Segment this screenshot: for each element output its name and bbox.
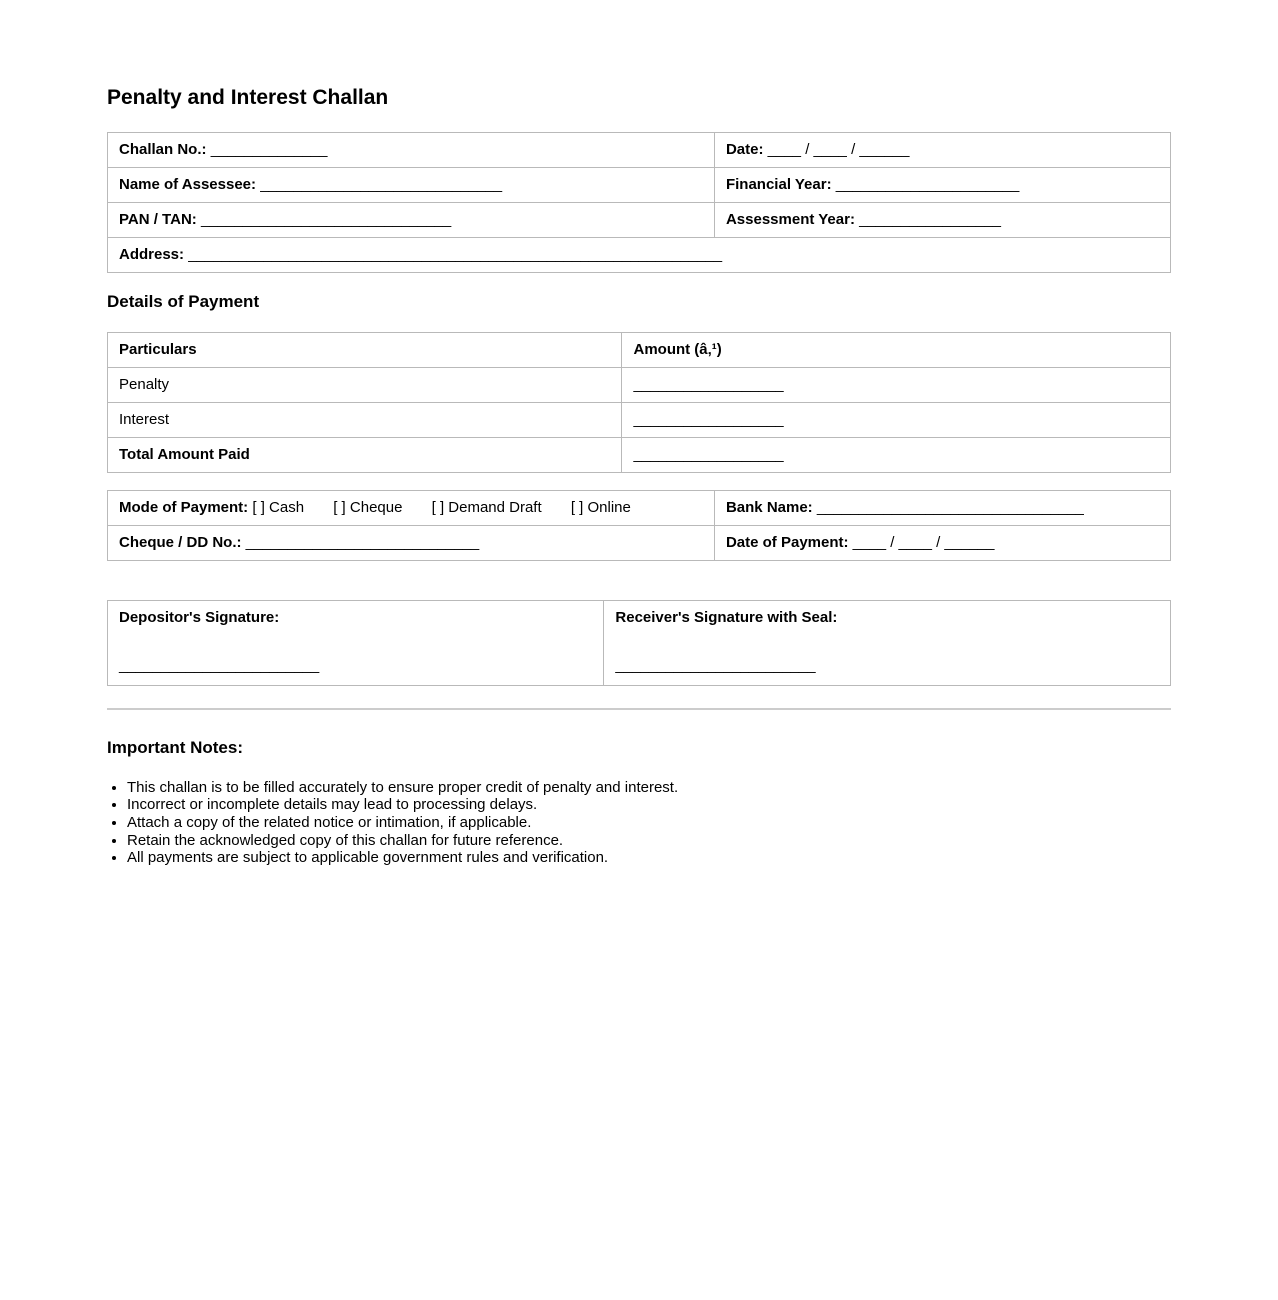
notes-heading: Important Notes:	[107, 738, 243, 758]
interest-amount-blank: __________________	[622, 403, 1171, 438]
particulars-column-header: Particulars	[108, 333, 622, 368]
table-header-row	[108, 333, 1171, 368]
address-cell	[108, 238, 1171, 273]
page-title: Penalty and Interest Challan	[107, 86, 389, 109]
date-cell	[714, 133, 1170, 168]
pan-tan-cell	[108, 203, 715, 238]
mode-of-payment-cell	[108, 491, 715, 526]
table-row	[108, 526, 1171, 561]
financial-year-cell	[714, 168, 1170, 203]
assessee-details-table	[107, 132, 1171, 273]
financial-year-blank: ______________________	[835, 176, 1020, 194]
list-item: • Retain the acknowledged copy of this challan for future reference.	[127, 832, 1171, 850]
assessee-name-cell	[108, 168, 715, 203]
assessment-year-cell	[714, 203, 1170, 238]
table-row	[108, 601, 1171, 686]
assessee-name-label: Name of Assessee:	[119, 176, 257, 194]
notes-list	[107, 779, 1171, 867]
penalty-amount-blank: __________________	[622, 368, 1171, 403]
receiver-signature-line: ________________________	[615, 657, 816, 675]
table-row	[108, 133, 1171, 168]
table-row	[108, 438, 1171, 473]
table-row	[108, 368, 1171, 403]
table-row	[108, 403, 1171, 438]
payment-details-table	[107, 332, 1171, 473]
cheque-dd-no-blank: ____________________________	[245, 534, 480, 552]
pan-tan-label: PAN / TAN:	[119, 211, 197, 229]
section-divider	[107, 708, 1171, 710]
signature-table	[107, 600, 1171, 686]
table-row	[108, 203, 1171, 238]
list-item: • All payments are subject to applicable government rules and verification.	[127, 849, 1171, 867]
receiver-signature-cell	[604, 601, 1171, 686]
total-amount-blank: __________________	[622, 438, 1171, 473]
payment-mode-table	[107, 490, 1171, 561]
date-blank: ____ / ____ / ______	[767, 141, 910, 159]
address-blank: ________________________________________________________________	[188, 246, 723, 264]
assessment-year-label: Assessment Year:	[725, 211, 855, 229]
date-label: Date:	[725, 141, 764, 159]
table-row	[108, 491, 1171, 526]
amount-column-header: Amount (â‚¹)	[622, 333, 1171, 368]
challan-no-blank: ______________	[210, 141, 328, 159]
date-of-payment-label: Date of Payment:	[725, 534, 849, 552]
bank-name-blank: ________________________________	[816, 499, 1084, 517]
bank-name-label: Bank Name:	[725, 499, 813, 517]
cheque-dd-no-label: Cheque / DD No.:	[119, 534, 242, 552]
assessee-name-blank: _____________________________	[260, 176, 503, 194]
table-row	[108, 238, 1171, 273]
date-of-payment-cell	[714, 526, 1170, 561]
table-row	[108, 168, 1171, 203]
assessment-year-blank: _________________	[859, 211, 1001, 229]
challan-document	[107, 0, 1171, 987]
interest-cell: Interest	[108, 403, 622, 438]
challan-no-cell	[108, 133, 715, 168]
list-item: • Attach a copy of the related notice or intimation, if applicable.	[127, 814, 1171, 832]
penalty-cell: Penalty	[108, 368, 622, 403]
payment-details-heading: Details of Payment	[107, 292, 260, 312]
list-item: • This challan is to be filled accurately to ensure proper credit of penalty and interest.	[127, 779, 1171, 797]
depositor-signature-label: Depositor's Signature:	[119, 609, 280, 627]
financial-year-label: Financial Year:	[725, 176, 832, 194]
total-amount-paid-cell: Total Amount Paid	[108, 438, 622, 473]
mode-of-payment-label: Mode of Payment:	[119, 499, 249, 517]
depositor-signature-line: ________________________	[119, 657, 320, 675]
bank-name-cell	[714, 491, 1170, 526]
address-label: Address:	[119, 246, 185, 264]
cheque-dd-no-cell	[108, 526, 715, 561]
mode-of-payment-options: [ ] Cash [ ] Cheque [ ] Demand Draft [ ] Online	[252, 499, 631, 517]
depositor-signature-cell	[108, 601, 604, 686]
receiver-signature-label: Receiver's Signature with Seal:	[615, 609, 838, 627]
challan-no-label: Challan No.:	[119, 141, 207, 159]
pan-tan-blank: ______________________________	[200, 211, 452, 229]
date-of-payment-blank: ____ / ____ / ______	[852, 534, 995, 552]
list-item: • Incorrect or incomplete details may lead to processing delays.	[127, 796, 1171, 814]
